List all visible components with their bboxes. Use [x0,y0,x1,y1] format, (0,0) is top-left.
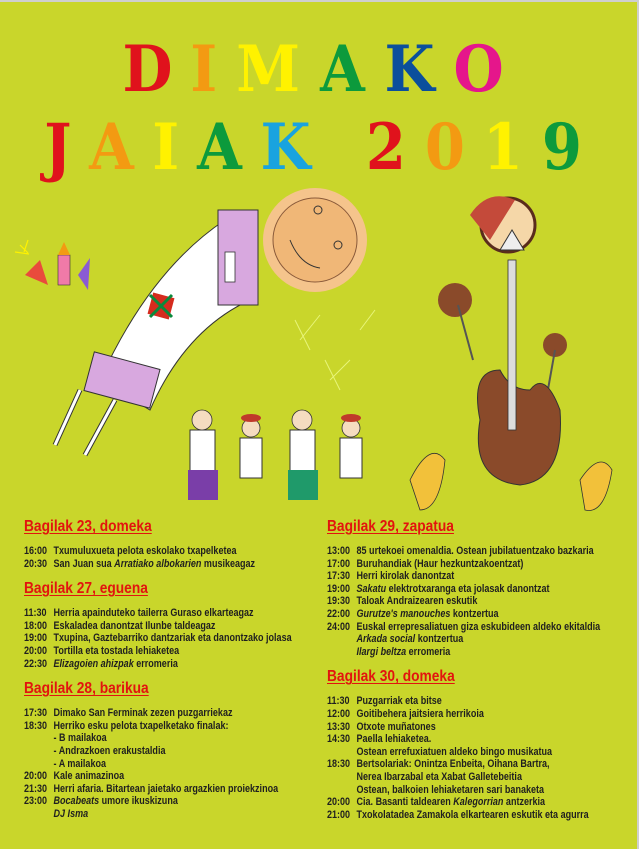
event-time: 22:30 [24,657,48,670]
performer-name: Gurutze's manouches [356,607,451,620]
day-section [24,580,324,670]
title-letter: D [122,32,185,107]
event-description [357,733,432,746]
event-row [24,558,270,571]
event-time: 12:00 [327,707,351,720]
event-text: Kale animazinoa [53,770,125,783]
day-heading: Bagilak 27, eguena [24,580,148,598]
fireworks-icon [15,240,90,290]
title-line-1 [0,32,639,107]
event-text: Dimako San Ferminak zezen puzgarriekaz [53,707,233,720]
event-description [54,745,166,758]
title-letter [329,110,362,185]
event-text: Herria apainduteko tailerra Guraso elkarteagaz [53,607,254,620]
event-text: erromeria [133,657,178,670]
accordion-icon [55,210,258,455]
event-description [357,570,455,583]
day-section [327,518,637,658]
event-text: umore ikuskizuna [99,795,178,808]
title-line-2 [0,110,639,185]
event-row [24,707,270,720]
event-row [327,646,581,659]
event-row [327,545,594,558]
event-row [24,758,270,771]
event-description [54,658,178,671]
event-description [54,783,279,796]
event-row [24,808,270,821]
performer-name: Sakatu [356,582,387,595]
event-description [54,645,180,658]
event-description [357,708,484,721]
day-section [24,518,324,570]
event-time [24,758,54,771]
event-time: 21:30 [24,782,48,795]
title-letter: I [151,110,192,185]
event-row [24,732,270,745]
day-section [24,680,324,820]
event-text: Goitibehera jaitsiera herrikoia [356,707,484,720]
event-time [327,784,357,797]
day-heading: Bagilak 23, domeka [24,518,152,535]
event-time: 11:30 [24,607,47,620]
event-description [54,795,178,808]
performer-name: Kalegorrian [453,796,504,809]
event-description [54,620,216,633]
event-time: 18:30 [327,758,351,771]
event-time: 20:30 [24,557,48,570]
event-text: Herriko esku pelota txapelketako finalak: [53,719,229,732]
event-text: elektrotxaranga eta jolasak danontzat [386,582,550,595]
event-text: kontzertua [415,633,464,646]
event-time [24,808,54,821]
event-row [24,770,270,783]
event-row [327,583,581,596]
event-time: 20:00 [24,644,48,657]
event-text: Tortilla eta tostada lehiaketea [53,644,180,657]
title-letter: A [89,110,147,185]
event-time: 17:00 [327,557,351,570]
event-row [327,746,581,759]
event-description [357,633,464,646]
schedule-right-column [327,518,637,831]
title-letter: K [384,32,447,107]
event-description [357,608,499,621]
title-letter: 0 [424,110,478,185]
event-row [327,758,581,771]
schedule-left-column [24,518,324,831]
event-time: 19:00 [24,632,48,645]
event-text: Herri kirolak danontzat [356,570,455,583]
event-row [327,733,581,746]
event-description [357,784,545,797]
event-text: erromeria [406,645,451,658]
day-heading: Bagilak 30, domeka [327,668,455,686]
event-text: Taloak Andraizearen eskutik [356,595,478,608]
event-text: musikeagaz [201,557,256,570]
day-heading: Bagilak 29, zapatua [327,518,454,535]
event-description [357,646,451,659]
event-time: 17:30 [327,570,351,583]
event-description [357,796,546,809]
event-time: 14:30 [327,733,351,746]
dancers-icon [188,410,362,500]
event-text: Ostean errefuxiatuen aldeko bingo musikatua [356,745,553,758]
event-description [54,558,256,571]
event-description [357,758,550,771]
event-time: 21:00 [327,808,351,821]
event-row [327,595,581,608]
event-row [24,795,270,808]
performer-name: Arkada social [356,633,416,646]
day-heading: Bagilak 28, barikua [24,680,149,698]
event-row [24,782,279,796]
event-time: 23:00 [24,795,48,808]
event-description [54,545,237,558]
event-row [327,784,581,797]
event-row [327,695,581,708]
event-text: - Andrazkoen erakustaldia [53,744,166,757]
event-row [24,620,270,633]
title-letter: J [43,110,84,185]
guitar-icon [478,230,561,485]
title-letter: A [320,32,378,107]
title-letter: I [190,32,231,107]
event-time: 16:00 [24,545,48,557]
event-text: kontzertua [450,607,499,620]
event-row [327,771,581,784]
event-text: Otxote muñatones [356,720,436,733]
event-row [327,558,581,571]
sun-icon [263,188,367,292]
event-time [327,746,357,759]
event-time: 20:00 [327,796,351,809]
event-description [54,707,233,720]
event-text: Buruhandiak (Haur hezkuntzakoentzat) [356,557,524,570]
event-description [54,632,292,645]
event-row [327,708,581,721]
event-time: 22:00 [327,607,351,620]
event-description [54,758,106,771]
event-text: 85 urtekoei omenaldia. Ostean jubilatuentzako bazkaria [356,545,594,557]
event-description [54,770,125,783]
title-letter: K [260,110,324,185]
event-description [357,771,522,784]
event-description [357,721,436,734]
performer-name: Bocabeats [53,795,100,808]
event-time [327,771,357,784]
day-section [327,668,637,821]
event-time: 20:00 [24,770,48,783]
event-description [357,545,594,558]
event-description [357,595,478,608]
event-row [327,633,581,646]
event-time: 13:00 [327,545,351,557]
event-text: Nerea Ibarzabal eta Xabat Galletebeitia [356,770,522,783]
illustration [0,180,639,520]
event-text: Txupina, Gaztebarriko dantzariak eta danontzako jolasa [53,632,292,645]
event-description [54,808,89,821]
event-description [357,583,550,596]
event-row [24,607,270,620]
event-text: Eskaladea danontzat Ilunbe taldeagaz [53,619,216,632]
event-description [357,809,589,822]
event-time: 19:00 [327,582,351,595]
event-text: antzerkia [503,796,546,809]
event-text: - B mailakoa [53,732,107,745]
event-row [24,645,270,658]
event-description [357,558,524,571]
event-text: Txokolatadea Zamakola elkartearen eskutik eta agurra [356,808,589,821]
event-description [357,746,552,759]
event-description [54,607,254,620]
event-time [327,633,357,646]
title-letter: O [453,32,517,107]
event-text: Ostean, balkoien lehiaketaren sari banaketa [356,783,545,796]
event-time [24,732,54,745]
event-time: 18:30 [24,719,48,732]
event-row [327,796,581,809]
event-text: Puzgarriak eta bitse [356,695,442,708]
event-text: Txumuluxueta pelota eskolako txapelketea [53,545,237,557]
event-text: - A mailakoa [53,757,106,770]
event-time: 19:30 [327,595,351,608]
face-icon [470,196,535,252]
event-row [327,620,601,634]
event-time: 11:30 [327,695,350,708]
sparkle-icon [295,310,375,390]
event-time [327,646,357,659]
title-letter: 1 [483,110,536,185]
event-row [327,721,581,734]
event-row [24,545,270,558]
event-description [54,732,107,745]
event-time: 17:30 [24,707,48,720]
event-text: Paella lehiaketea. [356,733,432,746]
event-row [24,745,270,758]
title-letter: 2 [366,110,419,185]
performer-name: Ilargi beltza [356,645,407,658]
event-row [24,720,270,733]
event-text: Euskal errepresaliatuen giza eskubideen aldeko ekitaldia [356,620,601,633]
event-row [24,658,270,671]
title-letter: A [196,110,255,185]
performer-name: Arratiako albokarien [114,557,202,570]
event-description [54,720,229,733]
event-row [327,808,589,822]
event-description [357,621,601,634]
event-row [327,608,581,621]
event-time: 24:00 [327,620,351,633]
event-time: 18:00 [24,619,48,632]
event-text: Bertsolariak: Onintza Enbeita, Oihana Bartra, [356,758,550,771]
event-time: 13:30 [327,720,351,733]
event-row [24,632,292,645]
event-text: Herri afaria. Bitartean jaietako argazkien proiekzinoa [53,782,279,795]
performer-name: DJ Isma [53,807,89,820]
title-letter: M [236,32,313,107]
event-description [357,695,442,708]
event-text: San Juan sua [53,557,115,570]
title-letter: 9 [541,110,595,185]
event-text: Cia. Basanti taldearen [356,796,454,809]
event-time [24,745,54,758]
event-row [327,570,581,583]
performer-name: Elizagoien ahizpak [53,657,134,670]
